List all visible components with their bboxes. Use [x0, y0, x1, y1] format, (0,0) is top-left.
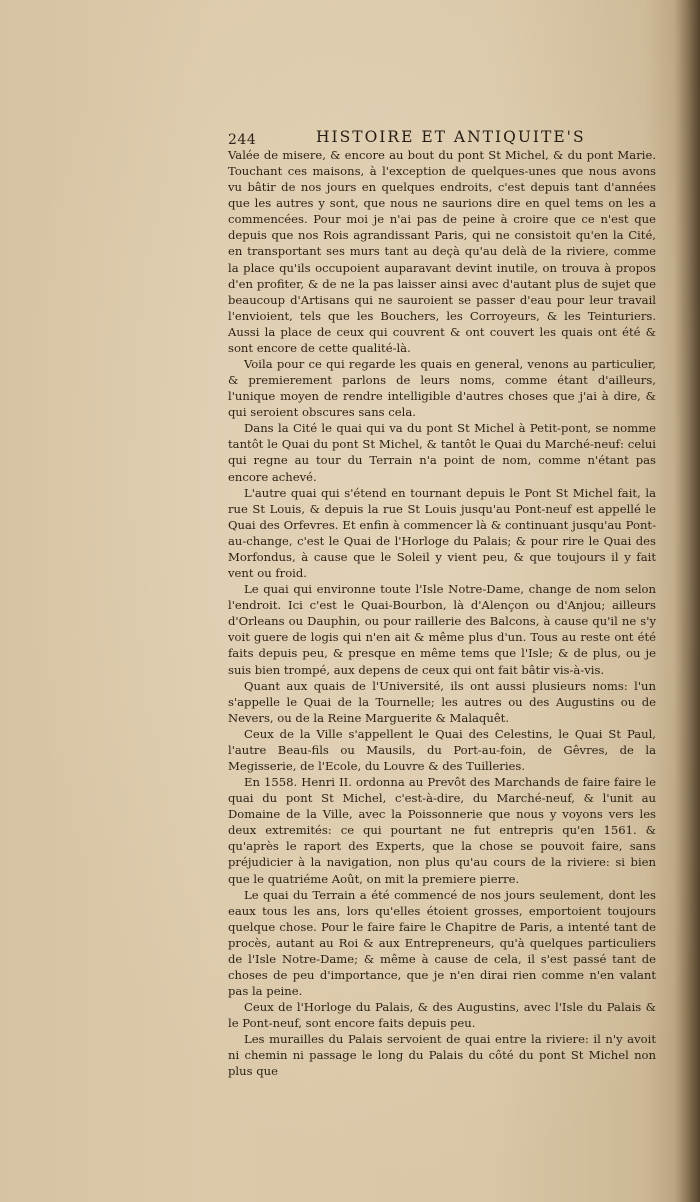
paragraph: Valée de misere, & encore au bout du pont St Michel, & du pont Marie. Touchant ces maisons, à l'exception de quelques-unes que nous avons vu bâtir de nos jours en quelques endroits, c'est depuis tant d'années que les autres y sont, que nous ne saurions dire en quel tems on les a commencées. Pour moi je n'ai pas de peine à croire que ce n'est que depuis que nos Rois agrandissant Paris, qui ne consistoit qu'en la Cité, en transportant ses murs tant au deçà qu'au delà de la riviere, comme la place qu'ils occupoient auparavant devint inutile, on trouva à propos d'en profiter, & de ne la pas laisser ainsi avec d'autant plus de sujet que beaucoup d'Artisans qui ne sauroient se passer d'eau pour leur travail l'envioient, tels que les Bouchers, les Corroyeurs, & les Teinturiers. Aussi la place de ceux qui couvrent & ont couvert les quais ont été & sont encore de cette qualité-là. [228, 148, 656, 355]
paragraph: Le quai qui environne toute l'Isle Notre-Dame, change de nom selon l'endroit. Ici c'est le Quai-Bourbon, là d'Alençon ou d'Anjou; ailleurs d'Orleans ou Dauphin, ou pour raillerie des Balcons, à cause qu'il ne s'y voit guere de logis qui n'en ait & même plus d'un. Tous au reste ont été faits depuis peu, & presque en même tems que l'Isle; & de plus, ou je suis bien trompé, aux depens de ceux qui ont fait bâtir vis-à-vis. [228, 582, 656, 677]
body-text [228, 147, 656, 1080]
paragraph: Ceux de la Ville s'appellent le Quai des Celestins, le Quai St Paul, l'autre Beau-fils ou Mausils, du Port-au-foin, de Gêvres, de la Megisserie, de l'Ecole, du Louvre & des Tuilleries. [228, 726, 656, 773]
running-title: HISTOIRE ET ANTIQUITE'S [316, 128, 586, 146]
paragraph: Ceux de l'Horloge du Palais, & des Augustins, avec l'Isle du Palais & le Pont-neuf, sont encore faits depuis peu. [228, 1000, 656, 1031]
paragraph: Dans la Cité le quai qui va du pont St Michel à Petit-pont, se nomme tantôt le Quai du pont St Michel, & tantôt le Quai du Marché-neuf: celui qui regne au tour du Terrain n'a point de nom, comme n'étant pas encore achevé. [228, 421, 656, 484]
paragraph: Quant aux quais de l'Université, ils ont aussi plusieurs noms: l'un s'appelle le Quai de la Tournelle; les autres ou des Augustins ou de Nevers, ou de la Reine Marguerite & Malaquêt. [228, 678, 656, 725]
paragraph: En 1558. Henri II. ordonna au Prevôt des Marchands de faire faire le quai du pont St Michel, c'est-à-dire, du Marché-neuf, & l'unit au Domaine de la Ville, avec la Poissonnerie que nous y voyons vers les deux extremités: ce qui pourtant ne fut entrepris qu'en 1561. & qu'après le raport des Experts, que la chose se pouvoit faire, sans préjudicier à la navigation, non plus qu'au cours de la riviere: si bien que le quatriéme Août, on mit la premiere pierre. [228, 775, 656, 886]
paragraph: Les murailles du Palais servoient de quai entre la riviere: il n'y avoit ni chemin ni passage le long du Palais du côté du pont St Michel non plus que [228, 1032, 656, 1079]
page-number: 244 [228, 132, 257, 148]
binding-shadow [674, 0, 700, 1202]
paragraph: L'autre quai qui s'étend en tournant depuis le Pont St Michel fait, la rue St Louis, & depuis la rue St Louis jusqu'au Pont-neuf est appellé le Quai des Orfevres. Et enfin à commencer là & continuant jusqu'au Pont-au-change, c'est le Quai de l'Horloge du Palais; & pour rire le Quai des Morfondus, à cause que le Soleil y vient peu, & que toujours il y fait vent ou froid. [228, 485, 656, 581]
paragraph: Le quai du Terrain a été commencé de nos jours seulement, dont les eaux tous les ans, lors qu'elles étoient grosses, emportoient toujours quelque chose. Pour le faire faire le Chapitre de Paris, a intenté tant de procès, autant au Roi & aux Entrepreneurs, qu'à quelques particuliers de l'Isle Notre-Dame; & même à cause de cela, il s'est passé tant de choses de peu d'importance, que je n'en dirai rien comme n'en valant pas la peine. [228, 887, 656, 999]
paragraph: Voila pour ce qui regarde les quais en general, venons au particulier, & premierement parlons de leurs noms, comme étant d'ailleurs, l'unique moyen de rendre intelligible d'autres choses que j'ai à dire, & qui seroient obscures sans cela. [228, 357, 656, 420]
